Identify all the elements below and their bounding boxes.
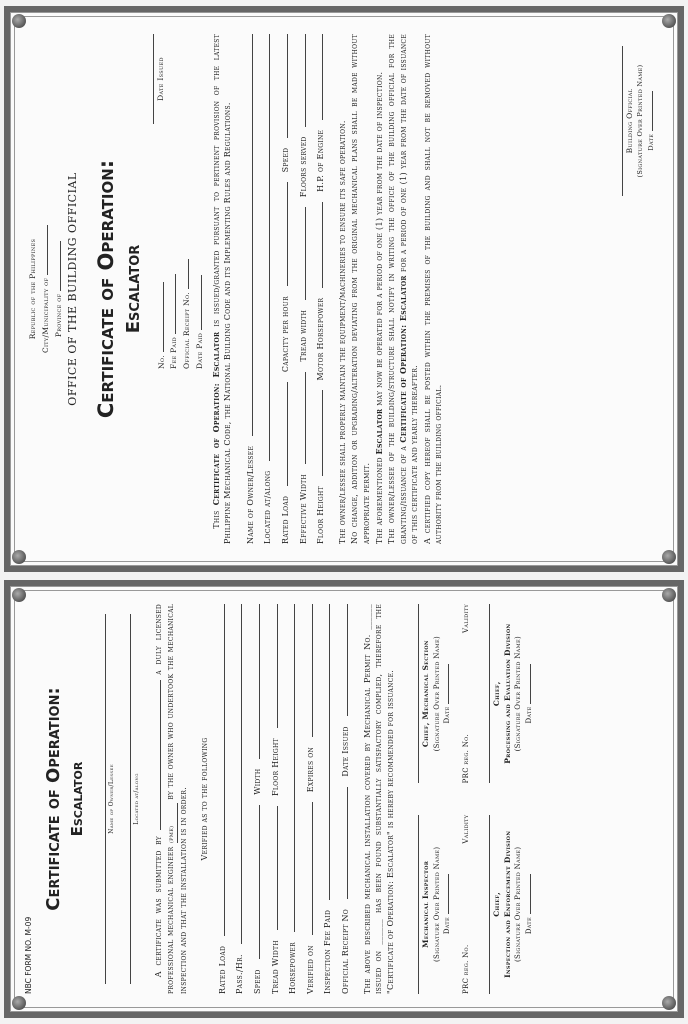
condition-2: No change, addition or upgrading/alteration deviating from the original mechanical plans shall be made without appropriate permit. [350, 34, 371, 544]
pass-hr-row: Pass./Hr. [233, 604, 246, 994]
division-chief-signatures [489, 604, 534, 994]
load-row: Rated Load Capacity per hour Speed [279, 34, 292, 544]
corner-rivet-icon [12, 588, 26, 602]
submitted-statement: A certificate was submitted by a duly licensed professional mechanical engineer (PME) by the owner who undertook the mechanical inspection and that the installation is in order. [154, 603, 188, 994]
date-issued-block: Date Issued [153, 34, 167, 124]
verified-heading: Verified as to the following [200, 737, 210, 861]
mechanical-section-chief-signature: Chief, Mechanical Section (Signature Over Printed Name) Date PRC reg. No. Validity [418, 604, 470, 783]
inspector-signatures [418, 604, 470, 994]
condition-5: A certified copy hereof shall be posted within the premises of the building and shall not be removed without authority from the building official. [422, 34, 444, 544]
intro-paragraph: This Certificate of Operation: Escalator is issued/granted pursuant to pertinent provision of the latest Philippine Mechanical Code, the National Building Code and its Implementing Rules and Regulations. [210, 33, 233, 544]
city-line: City/Municipality of [39, 34, 52, 544]
condition-4: The owner/lessee of the building/structure shall notify in writing the office of the building official for the granting/issuance of a Certificate of Operation: Escalator for a period of one (1) year from the date of issuance of this certificate and yearly thereafter. [387, 34, 420, 544]
form-number: NBC FORM NO. M-09 [24, 916, 33, 994]
fee-block: No. Fee Paid Official Receipt No. Date Paid [155, 259, 207, 369]
corner-rivet-icon [12, 996, 26, 1010]
owner-caption-block: Name of Owner/Lessee [105, 614, 117, 984]
province-line: Province of [52, 34, 65, 544]
recommendation-paragraph: The above described mechanical installation covered by Mechanical Permit No. ______ issued on ______ has been found substantially satisfactory complied, therefore the "Certificate of Operation: Escalator" is hereby recommended for issuance. [362, 604, 395, 994]
building-official-signature: Building Official (Signature Over Printed Name) Date [622, 46, 656, 196]
processing-division-chief-signature: Chief, Processing and Evaluation Division (Signature Over Printed Name) Date [489, 604, 534, 783]
located-row: Located at/along [261, 34, 274, 544]
corner-rivet-icon [662, 550, 676, 564]
corner-rivet-icon [662, 996, 676, 1010]
speed-width-row: Speed Width [251, 604, 264, 994]
horsepower-row: Horsepower [286, 604, 299, 994]
office-heading: OFFICE OF THE BUILDING OFFICIAL [65, 172, 79, 406]
certificate-back-page [4, 580, 684, 1018]
inspection-division-chief-signature: Chief, Inspection and Enforcement Division (Signature Over Printed Name) Date [489, 815, 534, 994]
certificate-front-page [4, 6, 684, 572]
tread-floor-row: Tread Width Floor Height [269, 604, 282, 994]
width-row: Effective Width Tread width Floors served [297, 34, 310, 544]
certificate-title: Certificate of Operation: [93, 159, 118, 419]
located-caption-block: Located at/along [130, 614, 142, 984]
corner-rivet-icon [12, 550, 26, 564]
mechanical-inspector-signature: Mechanical Inspector (Signature Over Printed Name) Date PRC reg. No. Validity [418, 815, 470, 994]
owner-row: Name of Owner/Lessee [244, 34, 257, 544]
receipt-date-row: Official Receipt No Date Issued [339, 604, 352, 994]
back-subtitle: Escalator [67, 761, 86, 837]
republic-line: Republic of the Philippines [28, 238, 37, 340]
height-row: Floor Height Motor Horsepower H.P. of Engine [314, 34, 327, 544]
inspection-fee-row: Inspection Fee Paid [321, 604, 334, 994]
back-title: Certificate of Operation: [42, 687, 64, 911]
corner-rivet-icon [662, 14, 676, 28]
verified-expires-row: Verified on Expires on [304, 604, 317, 994]
corner-rivet-icon [662, 588, 676, 602]
condition-1: The owner/lessee shall properly maintain the equipment/machineries to ensure its safe operation. [337, 120, 347, 544]
certificate-subtitle: Escalator [122, 244, 144, 334]
rated-load-row: Rated Load [216, 604, 229, 994]
corner-rivet-icon [12, 14, 26, 28]
condition-3: The aforementioned Escalator may now be operated for a period of one (1) year from the date of inspection. [373, 71, 384, 544]
